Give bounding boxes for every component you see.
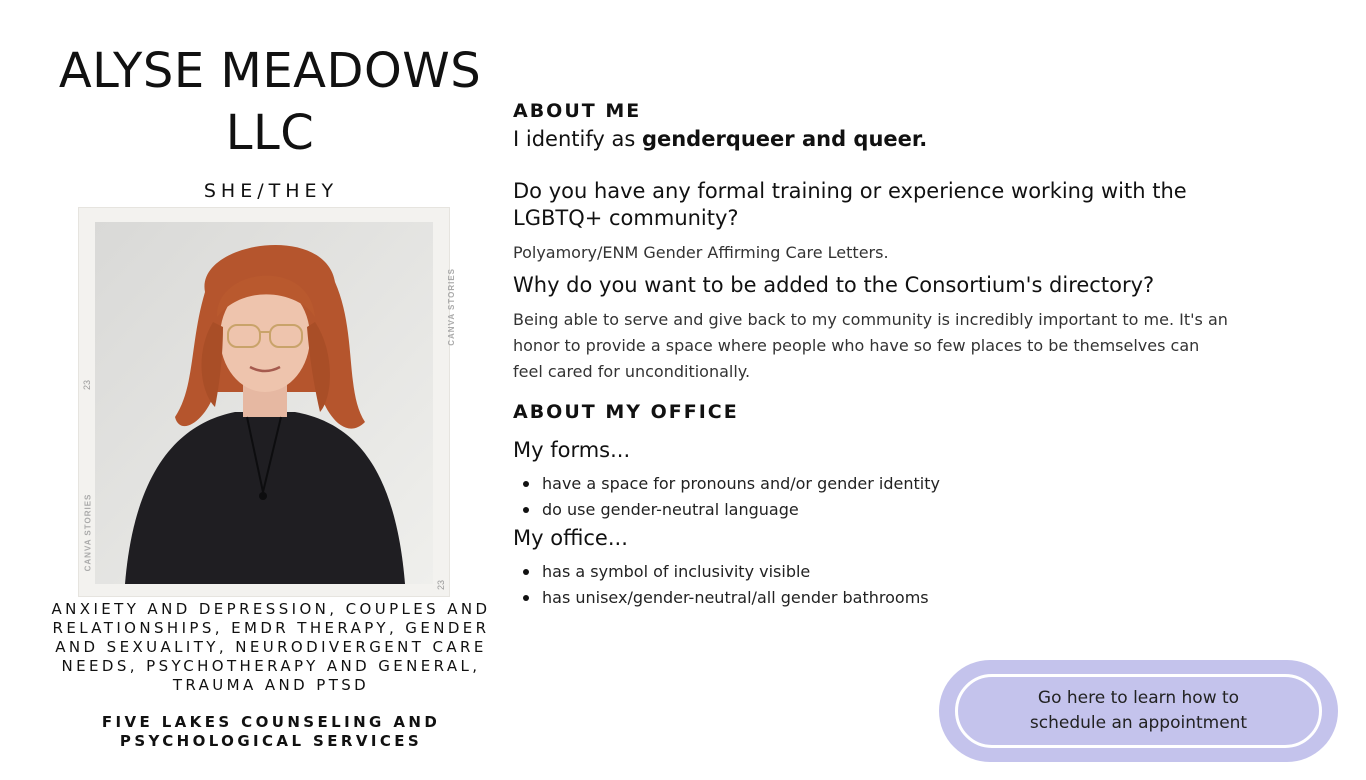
practice-name: FIVE LAKES COUNSELING AND PSYCHOLOGICAL SERVICES — [101, 713, 441, 750]
identity-statement — [513, 124, 1233, 154]
profile-name: ALYSE MEADOWS LLC — [58, 43, 482, 161]
profile-content — [513, 98, 1233, 611]
answer-training: Polyamory/ENM Gender Affirming Care Letters. — [513, 243, 889, 262]
cta-line-2: schedule an appointment — [1029, 713, 1248, 733]
photo-edge-text-top: CANVA STORIES — [447, 268, 456, 346]
identity-bold: genderqueer and queer. — [641, 127, 928, 151]
specialties: ANXIETY AND DEPRESSION, COUPLES AND RELATIONSHIPS, EMDR THERAPY, GENDER AND SEXUALITY, NEURODIVERGENT CARE NEEDS, PSYCHOTHERAPY AND GENERAL, TRAUMA AND PTSD — [51, 600, 491, 694]
question-directory: Why do you want to be added to the Consortium's directory? — [513, 273, 1155, 297]
office-heading: My office... — [513, 526, 628, 550]
forms-heading: My forms... — [513, 438, 631, 462]
list-item: have a space for pronouns and/or gender identity — [521, 471, 1233, 497]
profile-photo-frame — [78, 207, 456, 597]
question-training: Do you have any formal training or experience working with the LGBTQ+ community? — [513, 179, 1187, 230]
about-office-heading: ABOUT MY OFFICE — [513, 401, 739, 423]
photo-mark-right: 23 — [435, 579, 446, 591]
office-list — [513, 559, 1233, 611]
pronouns: SHE/THEY — [203, 180, 339, 202]
list-item: has a symbol of inclusivity visible — [521, 559, 1233, 585]
answer-directory: Being able to serve and give back to my community is incredibly important to me. It's an honor to provide a space where people who have so few places to be themselves can feel cared for unconditionally. — [513, 310, 1228, 381]
about-me-heading: ABOUT ME — [513, 100, 642, 122]
photo-mark-left: 23 — [82, 379, 93, 391]
cta-line-1: Go here to learn how to — [1037, 688, 1240, 708]
profile-photo — [95, 222, 433, 584]
forms-list — [513, 471, 1233, 523]
schedule-appointment-button[interactable] — [939, 660, 1338, 762]
photo-edge-text-bottom: CANVA STORIES — [83, 493, 93, 572]
list-item: do use gender-neutral language — [521, 497, 1233, 523]
list-item: has unisex/gender-neutral/all gender bathrooms — [521, 585, 1233, 611]
identity-prefix: I identify as — [513, 127, 642, 151]
schedule-appointment-button-inner[interactable] — [955, 674, 1322, 748]
